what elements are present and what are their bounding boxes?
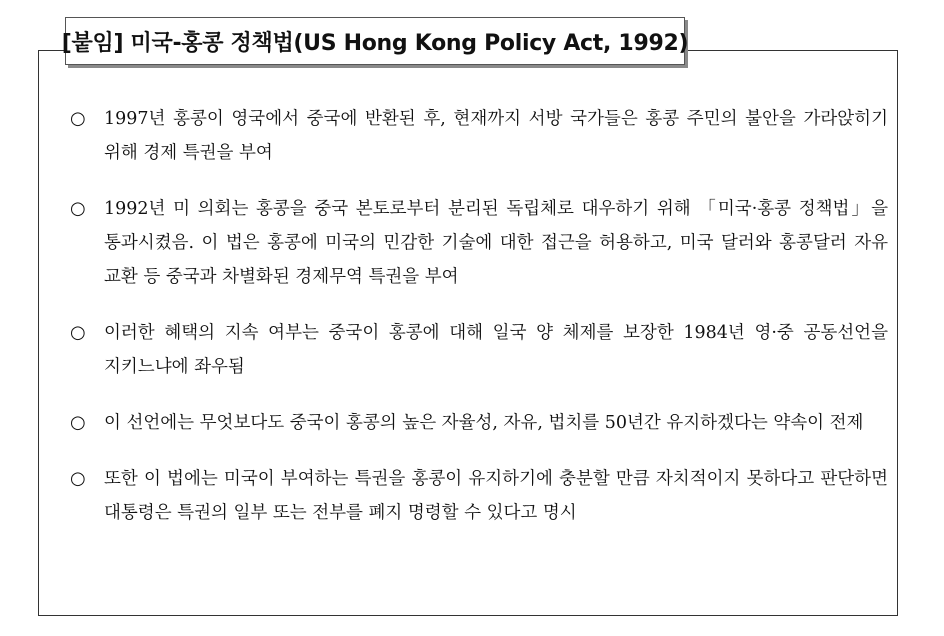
list-item: [70, 406, 888, 440]
list-item: [70, 462, 888, 530]
title-box: [61, 17, 689, 65]
bullet-text: 이 선언에는 무엇보다도 중국이 홍콩의 높은 자율성, 자유, 법치를 50년간 유지하겠다는 약속이 전제: [104, 413, 864, 433]
bullet-text: 또한 이 법에는 미국이 부여하는 특권을 홍콩이 유지하기에 충분할 만큼 자치적이지 못하다고 판단하면 대통령은 특권의 일부 또는 전부를 폐지 명령할 수 있다고 명시: [104, 469, 888, 523]
bullet-list: [70, 102, 888, 552]
page-title: [붙임] 미국-홍콩 정책법(US Hong Kong Policy Act, 1992): [61, 30, 689, 56]
circle-bullet-icon: ○: [70, 198, 86, 219]
bullet-text: 이러한 혜택의 지속 여부는 중국이 홍콩에 대해 일국 양 체제를 보장한 1984년 영·중 공동선언을 지키느냐에 좌우됨: [104, 323, 888, 377]
list-item: [70, 192, 888, 294]
bullet-text: 1997년 홍콩이 영국에서 중국에 반환된 후, 현재까지 서방 국가들은 홍콩 주민의 불안을 가라앉히기 위해 경제 특권을 부여: [104, 109, 888, 163]
list-item: [70, 102, 888, 170]
circle-bullet-icon: ○: [70, 412, 86, 433]
list-item: [70, 316, 888, 384]
circle-bullet-icon: ○: [70, 108, 86, 129]
bullet-text: 1992년 미 의회는 홍콩을 중국 본토로부터 분리된 독립체로 대우하기 위해 「미국·홍콩 정책법」을 통과시켰음. 이 법은 홍콩에 미국의 민감한 기술에 대한 접근을 허용하고, 미국 달러와 홍콩달러 자유 교환 등 중국과 차별화된 경제무역 특권을 부여: [104, 199, 888, 287]
circle-bullet-icon: ○: [70, 468, 86, 489]
circle-bullet-icon: ○: [70, 322, 86, 343]
